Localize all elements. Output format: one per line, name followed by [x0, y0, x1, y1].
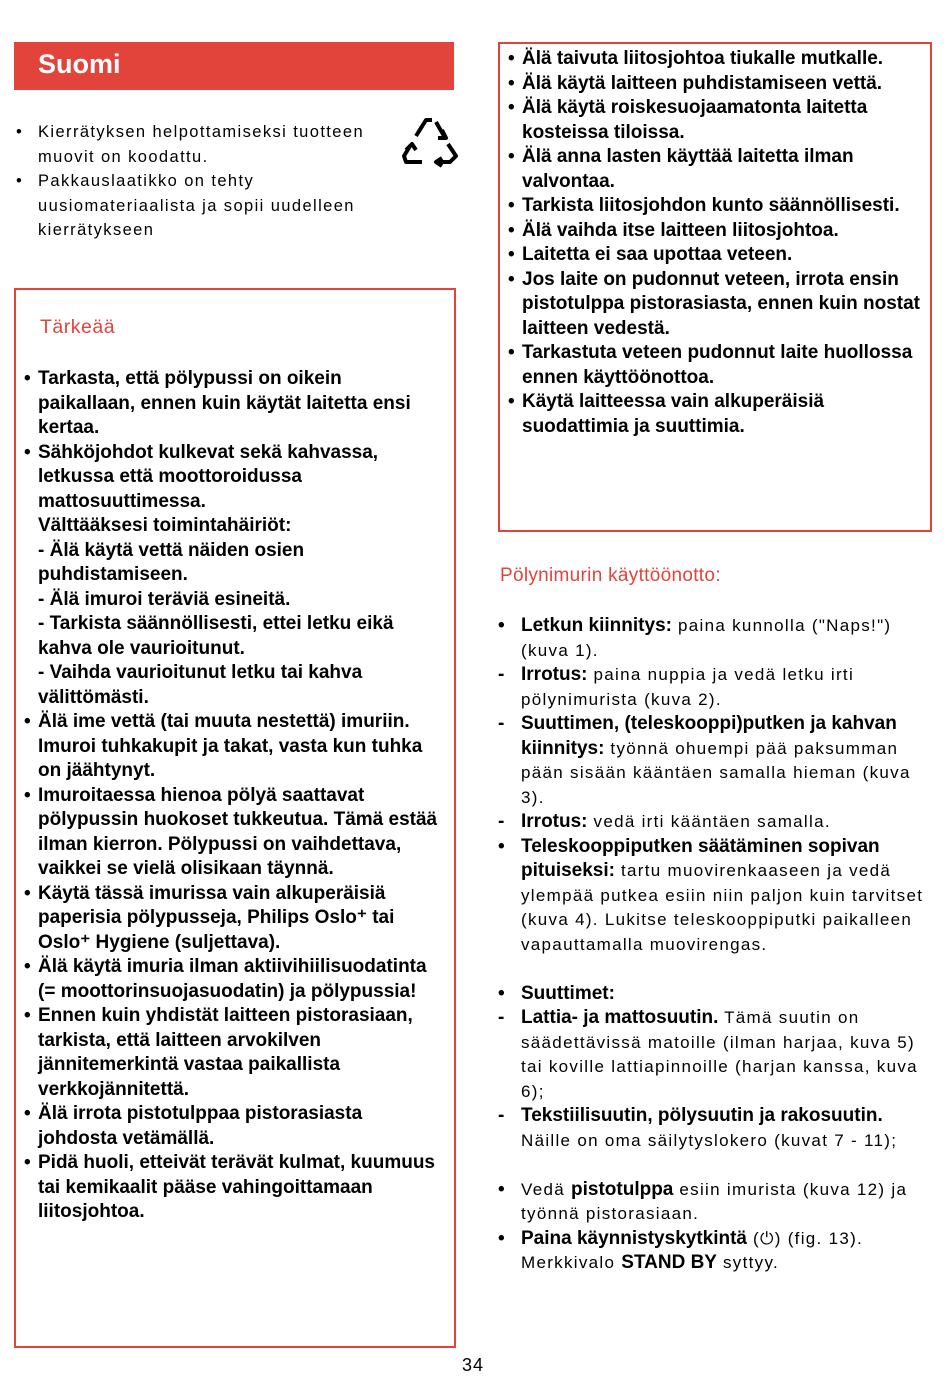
bullet: • [24, 784, 31, 806]
bullet: • [24, 368, 31, 389]
list-item [24, 710, 444, 784]
bullet: • [508, 195, 515, 216]
item-label: Tekstiilisuutin, pölysuutin ja rakosuutin. [521, 1105, 883, 1126]
item-label: pistotulppa [571, 1178, 674, 1200]
bullet: • [16, 172, 24, 190]
bullet: • [508, 244, 515, 265]
list-item [498, 835, 938, 958]
bullet: • [508, 146, 515, 167]
item-text: Älä käytä imuria ilman aktiivihiilisuodatinta (= moottorinsuojasuodatin) ja pölypussia! [38, 956, 427, 1002]
recycling-list [16, 120, 376, 243]
item-text: - Vaihda vaurioitunut letku tai kahva välittömästi. [38, 662, 363, 708]
item-label: Paina käynnistyskytkintä [521, 1227, 747, 1249]
bullet: • [508, 219, 515, 241]
item-text: esiin imurista (kuva 12) ja työnnä pistorasiaan. [521, 1179, 908, 1223]
list-item [498, 1104, 938, 1153]
item-text: Käytä tässä imurissa vain alkuperäisiä paperisia pölypusseja, Philips Oslo⁺ tai Oslo⁺ Hygiene (suljettava). [38, 882, 395, 953]
item-text: Älä vaihda itse laitteen liitosjohtoa. [522, 219, 839, 241]
bullet: • [508, 97, 515, 118]
bullet: • [508, 268, 515, 290]
bullet: • [498, 615, 505, 636]
list-item [16, 120, 376, 169]
item-text: Pidä huoli, etteivät terävät kulmat, kuumuus tai kemikaalit pääse vahingoittamaan liitosjohtoa. [38, 1152, 435, 1222]
bullet: • [24, 1103, 31, 1124]
usage-list [498, 614, 938, 1276]
list-item [508, 145, 924, 194]
item-text: syttyy. [716, 1253, 780, 1272]
list-item [498, 1006, 938, 1104]
item-text: - Älä käytä vettä näiden osien puhdistamiseen. [38, 539, 305, 585]
bullet: • [24, 956, 31, 977]
list-item [498, 982, 938, 1007]
page-number: 34 [462, 1355, 485, 1375]
item-text: Tarkista liitosjohdon kunto säännöllisesti. [522, 195, 900, 216]
list-item [498, 663, 938, 712]
bullet: • [498, 835, 505, 857]
recycle-icon [398, 108, 462, 170]
item-text: - Älä imuroi teräviä esineitä. [38, 588, 291, 610]
list-item [24, 955, 444, 1004]
list-item [508, 96, 924, 145]
usage-heading: Pölynimurin käyttöönotto: [500, 565, 721, 586]
item-text: Älä ime vettä (tai muuta nestettä) imuriin. Imuroi tuhkakupit ja takat, vasta kun tuhka on jäähtynyt. [38, 711, 423, 781]
section-title: Suomi [38, 49, 121, 79]
item-text: Käytä laitteessa vain alkuperäisiä suodattimia ja suuttimia. [522, 391, 825, 437]
bullet: • [16, 123, 24, 141]
bullet: • [498, 1178, 505, 1200]
list-item [498, 1227, 938, 1276]
bullet: - [498, 713, 505, 734]
item-text: Välttääksesi toimintahäiriöt: [38, 515, 292, 536]
list-item [508, 268, 924, 342]
item-text: Tarkasta, että pölypussi on oikein paikallaan, ennen kuin käytät laitetta ensi kertaa. [38, 368, 411, 438]
item-text: Näille on oma säilytyslokero (kuvat 7 - 11); [521, 1130, 898, 1150]
bullet: • [508, 342, 515, 363]
item-text: - Tarkista säännöllisesti, ettei letku eikä kahva ole vaurioitunut. [38, 613, 394, 659]
bullet: • [24, 711, 31, 732]
item-label: Letkun kiinnitys: [521, 615, 672, 636]
bullet: • [508, 48, 515, 69]
item-text: (⏻) (fig. 13). Merkkivalo [521, 1228, 864, 1272]
bullet: - [498, 811, 505, 832]
bullet: • [24, 1152, 31, 1173]
list-item [24, 367, 444, 441]
list-item [508, 47, 924, 72]
list-item [508, 341, 924, 390]
item-text: vedä irti kääntäen samalla. [587, 812, 831, 831]
item-text: Älä käytä laitteen puhdistamiseen vettä. [522, 72, 883, 94]
list-item [24, 1102, 444, 1151]
bullet: • [24, 441, 31, 463]
list-item [24, 784, 444, 882]
item-text: Älä taivuta liitosjohtoa tiukalle mutkalle. [522, 48, 884, 69]
important-heading: Tärkeää [40, 316, 116, 338]
item-label: Irrotus: [521, 811, 588, 832]
bullet: • [508, 72, 515, 94]
item-label: Teleskooppiputken säätäminen sopivan pituiseksi: [521, 835, 880, 881]
list-item [498, 614, 938, 663]
bullet: • [498, 982, 505, 1004]
bullet: - [498, 664, 505, 685]
item-label: Suuttimen, (teleskooppi)putken ja kahvan kiinnitys: [521, 713, 897, 759]
item-text: paina kunnolla ("Naps!") (kuva 1). [521, 616, 892, 660]
list-item [498, 1178, 938, 1227]
list-item [498, 810, 938, 835]
item-text: Älä anna lasten käyttää laitetta ilman valvontaa. [522, 146, 854, 192]
item-text: työnnä ohuempi pää paksumman pään sisään kääntäen samalla hieman (kuva 3). [521, 738, 911, 807]
item-text: Jos laite on pudonnut veteen, irrota ensin pistotulppa pistorasiasta, ennen kuin nostat laitteen vedestä. [522, 268, 920, 339]
list-item [24, 882, 444, 956]
item-text: Laitetta ei saa upottaa veteen. [522, 244, 793, 265]
bullet: • [24, 882, 31, 904]
item-text: Tämä suutin on säädettävissä matoille (ilman harjaa, kuva 5) tai koville lattiapinnoille (harjan kanssa, kuva 6); [521, 1008, 918, 1101]
item-label: Suuttimet: [521, 982, 615, 1004]
important-list [24, 367, 444, 1225]
bullet: • [498, 1227, 505, 1249]
bullet: • [508, 391, 515, 412]
recycling-item: Pakkauslaatikko on tehty uusiomateriaalista ja sopii uudelleen kierrätykseen [38, 172, 355, 239]
list-item [508, 219, 924, 244]
item-label: Irrotus: [521, 664, 588, 685]
list-item [508, 390, 924, 439]
list-item [508, 194, 924, 219]
bullet: • [24, 1005, 31, 1026]
item-text: Ennen kuin yhdistät laitteen pistorasiaan, tarkista, että laitteen arvokilven jännitemerkintä vastaa paikallista verkkojännitettä. [38, 1005, 413, 1100]
list-item [24, 1151, 444, 1225]
bullet: - [498, 1007, 505, 1028]
item-text: Älä käytä roiskesuojaamatonta laitetta kosteissa tiloissa. [522, 97, 868, 143]
item-text: paina nuppia ja vedä letku irti pölynimurista (kuva 2). [521, 665, 855, 709]
item-text: tartu muovirenkaaseen ja vedä ylempää putkea esiin niin paljon kuin tarvitset (kuva 4). Lukitse teleskooppiputki paikalleen vapauttamalla muovirengas. [521, 861, 924, 954]
important-list-continued [508, 47, 924, 439]
item-text: Vedä [521, 1179, 571, 1199]
list-item [16, 169, 376, 243]
bullet: - [498, 1105, 505, 1126]
item-label: Lattia- ja mattosuutin. [521, 1007, 719, 1028]
list-item [24, 1004, 444, 1102]
list-item [508, 72, 924, 97]
list-item [24, 441, 444, 711]
item-text: Imuroitaessa hienoa pölyä saattavat pölypussin huokoset tukkeutua. Tämä estää ilman kierron. Pölypussi on vaihdettava, vaikkei se vielä olisikaan täynnä. [38, 784, 438, 879]
item-text: Tarkastuta veteen pudonnut laite huollossa ennen käyttöönottoa. [522, 342, 913, 388]
item-text: Sähköjohdot kulkevat sekä kahvassa, letkussa että moottoroidussa mattosuuttimessa. [38, 441, 379, 512]
item-label: STAND BY [621, 1252, 717, 1273]
list-item [498, 712, 938, 810]
list-item [508, 243, 924, 268]
recycling-item: Kierrätyksen helpottamiseksi tuotteen muovit on koodattu. [38, 123, 365, 166]
item-text: Älä irrota pistotulppaa pistorasiasta johdosta vetämällä. [38, 1103, 363, 1149]
